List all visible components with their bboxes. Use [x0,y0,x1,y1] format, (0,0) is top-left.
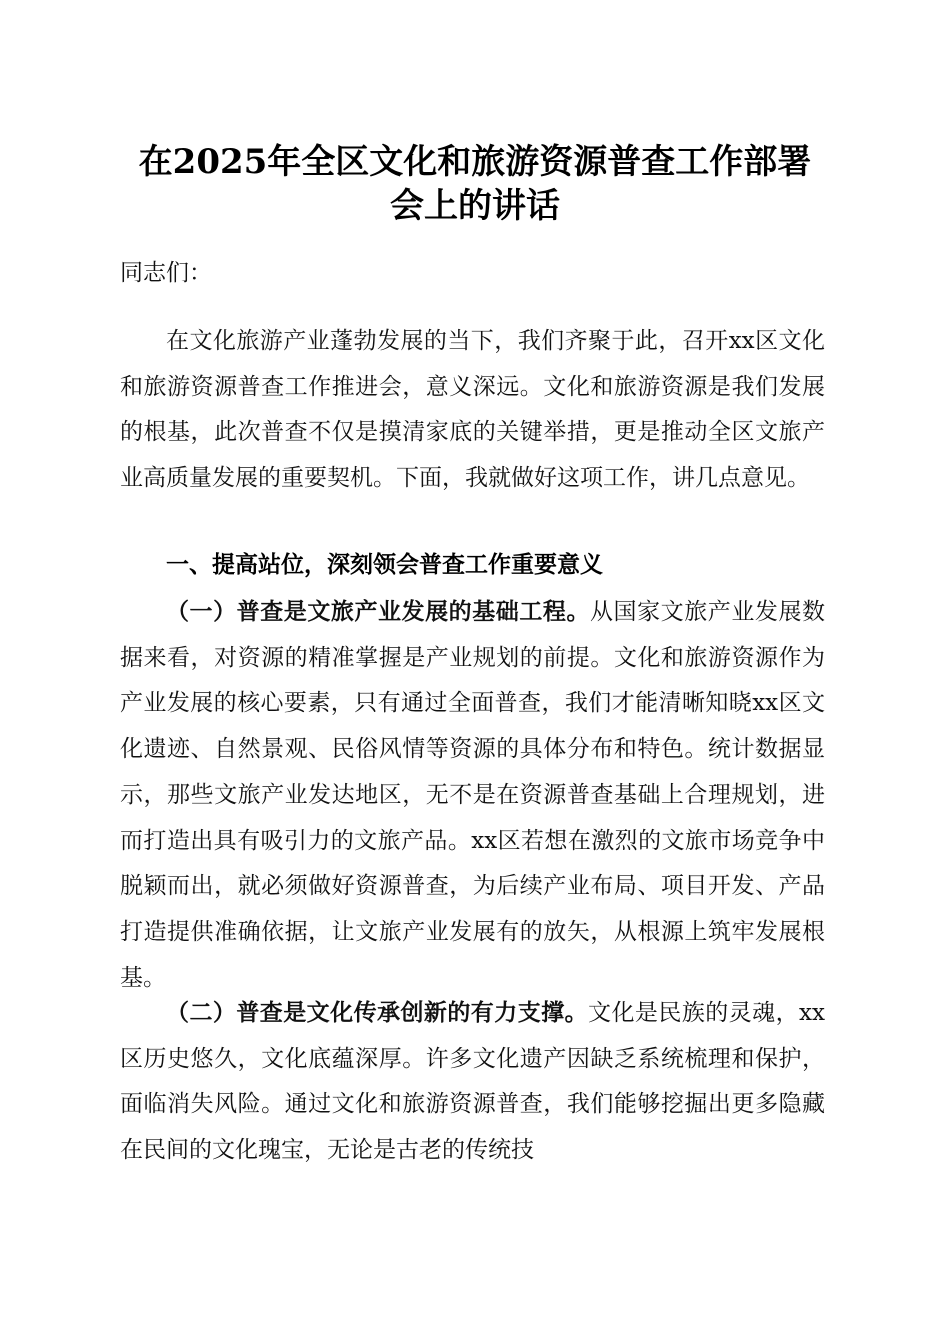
document-title-line-1: 在2025年全区文化和旅游资源普查工作部署 [138,142,812,182]
subsection-2-title: （二）普查是文化传承创新的有力支撑。 [166,999,589,1026]
subsection-2-body: 文化是民族的灵魂，xx区历史悠久，文化底蕴深厚。许多文化遗产因缺乏系统梳理和保护，面临消失风险。通过文化和旅游资源普查，我们能够挖掘出更多隐藏在民间的文化瑰宝，无论是古老的传统技 [120,1000,825,1164]
salutation: 同志们： [120,260,212,286]
subsection-1-title: （一）普查是文旅产业发展的基础工程。 [166,598,590,625]
section-heading-1: 一、提高站位，深刻领会普查工作重要意义 [166,552,603,578]
document-title-line-2: 会上的讲话 [390,186,560,226]
intro-paragraph: 在文化旅游产业蓬勃发展的当下，我们齐聚于此，召开xx区文化和旅游资源普查工作推进会，意义深远。文化和旅游资源是我们发展的根基，此次普查不仅是摸清家底的关键举措，更是推动全区文旅产业高质量发展的重要契机。下面，我就做好这项工作，讲几点意见。 [120,328,825,492]
subsection-1-paragraph [120,589,825,1001]
subsection-1-body: 从国家文旅产业发展数据来看，对资源的精准掌握是产业规划的前提。文化和旅游资源作为产业发展的核心要素，只有通过全面普查，我们才能清晰知晓xx区文化遗迹、自然景观、民俗风情等资源的具体分布和特色。统计数据显示，那些文旅产业发达地区，无不是在资源普查基础上合理规划，进而打造出具有吸引力的文旅产品。xx区若想在激烈的文旅市场竞争中脱颖而出，就必须做好资源普查，为后续产业布局、项目开发、产品打造提供准确依据，让文旅产业发展有的放矢，从根源上筑牢发展根基。 [120,599,826,991]
subsection-2-paragraph [120,990,825,1174]
